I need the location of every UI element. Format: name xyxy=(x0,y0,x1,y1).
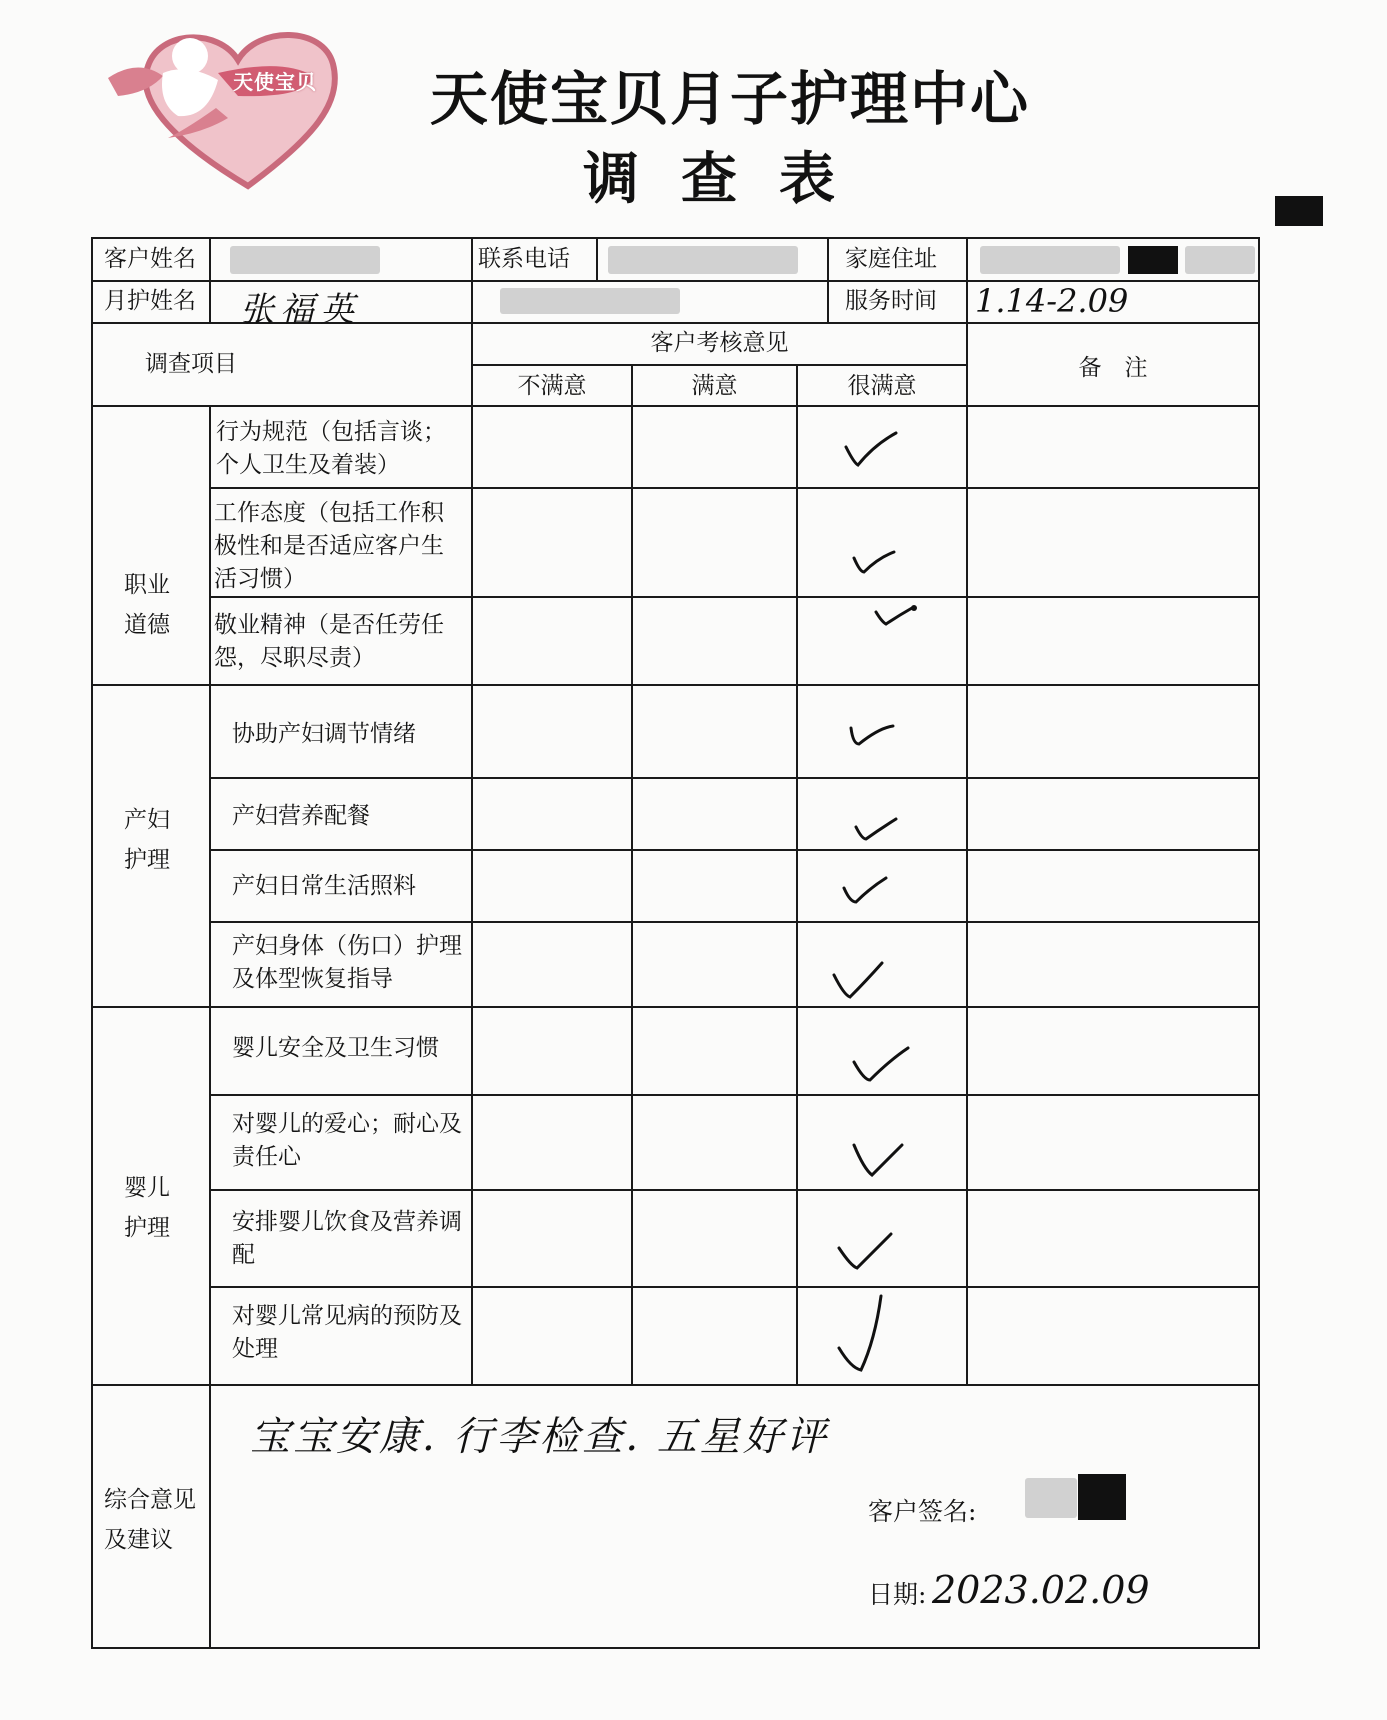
item-label: 产妇营养配餐 xyxy=(232,803,370,829)
item-label: 对婴儿的爱心；耐心及责任心 xyxy=(232,1111,462,1170)
service-time-label: 服务时间 xyxy=(845,288,937,314)
address-label: 家庭住址 xyxy=(845,246,937,272)
address-redacted-1 xyxy=(980,246,1120,274)
logo-text: 天使宝贝 xyxy=(233,70,317,94)
signature-redacted-1 xyxy=(1025,1478,1077,1518)
summary-comment: 宝宝安康. 行李检查. 五星好评 xyxy=(250,1414,829,1460)
check-icon xyxy=(850,1135,920,1185)
check-icon xyxy=(850,805,920,855)
service-time-value: 1.14-2.09 xyxy=(975,282,1129,320)
rating-unsatisfied: 不满意 xyxy=(517,373,587,399)
summary-label: 综合意见及建议 xyxy=(104,1487,196,1553)
item-header: 调查项目 xyxy=(145,351,237,377)
rating-very-satisfied: 很满意 xyxy=(847,373,917,399)
check-icon xyxy=(870,598,940,648)
customer-name-label: 客户姓名 xyxy=(104,246,196,272)
phone-redacted xyxy=(608,246,798,274)
address-redacted-2 xyxy=(1128,246,1178,274)
rating-satisfied: 满意 xyxy=(691,373,738,399)
item-label: 安排婴儿饮食及营养调配 xyxy=(232,1209,462,1268)
item-label: 协助产妇调节情绪 xyxy=(232,721,416,747)
signature-label: 客户签名: xyxy=(868,1497,977,1526)
date-value: 2023.02.09 xyxy=(932,1568,1150,1612)
check-icon xyxy=(850,1040,920,1090)
page-title: 天使宝贝月子护理中心 xyxy=(429,65,1030,133)
remark-header: 备 注 xyxy=(1078,355,1148,381)
check-icon xyxy=(830,955,900,1005)
item-label: 工作态度（包括工作积极性和是否适应客户生活习惯） xyxy=(214,500,444,592)
item-label: 行为规范（包括言谈；个人卫生及着装） xyxy=(216,419,446,478)
customer-name-redacted xyxy=(230,246,380,274)
opinion-header: 客户考核意见 xyxy=(650,330,789,356)
nanny-name-value: 张福英 xyxy=(240,290,360,330)
item-label: 产妇日常生活照料 xyxy=(232,873,416,899)
signature-redacted-2 xyxy=(1078,1474,1126,1520)
check-icon xyxy=(835,1290,905,1380)
check-icon xyxy=(840,868,910,918)
item-label: 产妇身体（伤口）护理及体型恢复指导 xyxy=(232,933,462,992)
phone-label: 联系电话 xyxy=(478,246,570,272)
item-label: 婴儿安全及卫生习惯 xyxy=(232,1035,439,1061)
item-label: 敬业精神（是否任劳任怨，尽职尽责） xyxy=(214,612,444,671)
check-icon xyxy=(848,538,918,588)
section-baby-care: 婴儿护理 xyxy=(124,1175,170,1241)
date-label: 日期: xyxy=(868,1580,927,1609)
page-subtitle: 调查表 xyxy=(583,147,877,212)
corner-redaction xyxy=(1275,196,1323,226)
item-label: 对婴儿常见病的预防及处理 xyxy=(232,1303,462,1362)
address-redacted-3 xyxy=(1185,246,1255,274)
nanny-phone-redacted xyxy=(500,288,680,314)
check-icon xyxy=(845,712,915,762)
check-icon xyxy=(835,1228,905,1278)
check-icon xyxy=(838,425,908,475)
section-mother-care: 产妇护理 xyxy=(124,807,170,873)
nanny-name-label: 月护姓名 xyxy=(104,288,196,314)
section-ethics: 职业道德 xyxy=(124,572,170,638)
